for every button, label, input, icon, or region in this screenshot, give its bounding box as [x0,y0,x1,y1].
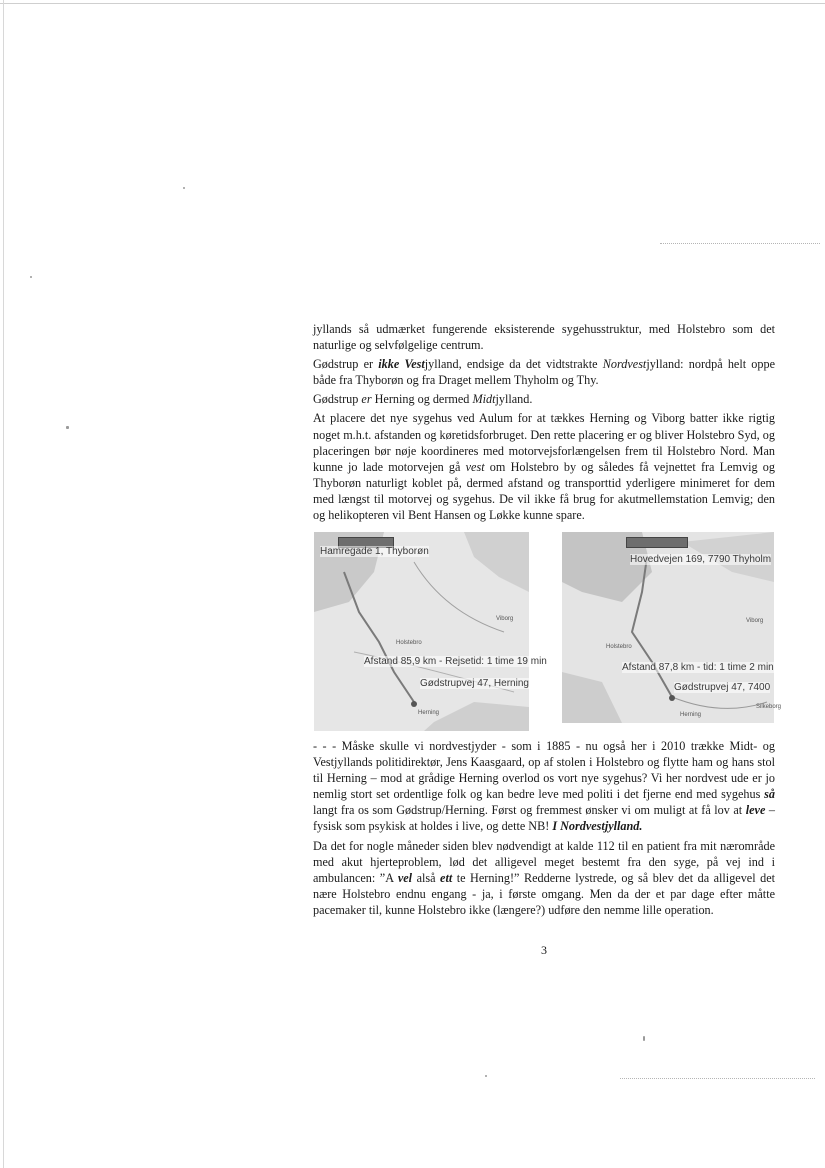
route-map-thyholm [562,532,782,723]
map-logo-badge [626,537,688,548]
scan-speck [30,276,32,278]
map-terrain [314,532,529,731]
text-segment: jylland: nordpå helt oppe både fra Thyborøn og fra Draget mellem Thyholm og Thy. [313,357,775,388]
text-segment: vest [465,459,485,474]
map-route-label: Afstand 87,8 km - tid: 1 time 2 min [622,662,774,673]
paragraph-er-herning [313,391,775,407]
text-segment: jylland, endsige da det vidtstrakte [424,357,603,372]
text-segment: jylland. [495,392,533,407]
text-segment: så [764,787,775,802]
scan-speck [485,1075,487,1077]
paragraph-placering [313,410,775,523]
map-place-label: Holstebro [606,644,632,650]
scan-speck [183,187,185,189]
text-segment: Gødstrup [313,392,362,407]
map-place-label: Silkeborg [756,704,782,710]
text-segment: alså [412,870,441,885]
scan-speck [643,1036,645,1041]
map-destination-label: Gødstrupvej 47, Herning [420,678,529,689]
map-place-label: Holstebro [396,640,422,646]
text-segment: ett [440,870,453,885]
scan-left-edge [3,0,4,1168]
scan-mark [620,1078,815,1079]
text-segment: – fysisk som psykisk at holdes i live, og dette NB! [313,803,775,834]
text-segment: Herning og dermed [371,392,473,407]
text-segment: Nordvest [602,357,647,372]
page-number: 3 [541,943,547,957]
text-segment: langt fra os som Gødstrup/Herning. Først og fremmest ønsker vi om muligt at få lov at [313,803,746,818]
text-segment: om Holstebro by og således få vejnettet fra Lemvig og Thyborøn naturligt koblet på, dermed afstand og transporttid yderligere minimeret for dem med længst til motorvej og sygehus. De vil ikke få brug for akutmellemstation Lemvig; den og helikopteren vil Bent Hansen og Løkke kunne spare. [313,459,775,523]
paragraph-ikke-vestjylland [313,356,775,388]
body-text [313,321,775,526]
scan-mark [660,243,820,244]
map-route-label: Afstand 85,9 km - Rejsetid: 1 time 19 min [364,656,547,667]
route-map-thyboron [314,532,547,731]
map-place-label: Viborg [746,618,764,624]
paragraph-nordvestjyder [313,738,775,835]
text-segment: I Nordvestjylland. [552,819,643,834]
text-segment: At placere det nye sygehus ved Aulum for at tækkes Herning og Viborg batter ikke rigtig noget m.h.t. afstanden og køretidsforbruget. Den rette placering er og bliver Holstebro Syd, og placeringen bør nøje koordineres med motorvejsforlængelsen frem til Holstebro Nord. Man kunne jo lade motorvejen gå [313,411,775,474]
text-segment: Da det for nogle måneder siden blev nødvendigt at kalde 112 til en patient fra mit nærområde med akut hjerteproblem, lød det alligevel meget bestemt fra den syge, på vej ind i ambulancen: ”A [313,838,775,885]
text-segment: vel [397,870,413,885]
paragraph-ambulance [313,838,775,918]
text-segment: er [361,392,372,407]
map-place-label: Herning [418,710,440,716]
body-text-continued [313,738,775,921]
map-place-label: Herning [680,712,702,718]
map-origin-label: Hovedvejen 169, 7790 Thyholm [630,554,772,565]
text-segment: - - - Måske skulle vi nordvestjyder - som i 1885 - nu også her i 2010 trække Midt- og Vestjyllands politidirektør, Jens Kaasgaard, op af stolen i Holstebro og flytte ham og hans stol til Herning – mod at grådige Herning overlod os vort nye sygehus? Vi her nordvest ude er jo nemlig stort set ordentlige folk og kan bedre leve med politi i det fjerne end med sygehus [313,739,775,802]
map-origin-label: Hamregade 1, Thyborøn [320,546,429,557]
map-destination-label: Gødstrupvej 47, 7400 [674,682,771,693]
text-segment: ikke Vest [378,357,425,372]
text-segment: te Herning!” Redderne lystrede, og så blev det da alligevel det nære Holstebro endnu engang - ja, i første omgang. Men da der et par dage efter måtte pacemaker til, kunne Holstebro ikke (længere?) udføre den nemme lille operation. [313,870,775,917]
map-place-label: Viborg [496,616,514,622]
paragraph-intro [313,321,775,353]
text-segment: jyllands så udmærket fungerende eksisterende sygehusstruktur, med Holstebro som det naturlige og selvfølgelige centrum. [313,322,775,353]
scan-top-edge [0,3,825,4]
text-segment: Midt [472,392,496,407]
text-segment: Gødstrup er [313,357,379,372]
scan-speck [66,426,69,429]
text-segment: leve [745,803,766,818]
